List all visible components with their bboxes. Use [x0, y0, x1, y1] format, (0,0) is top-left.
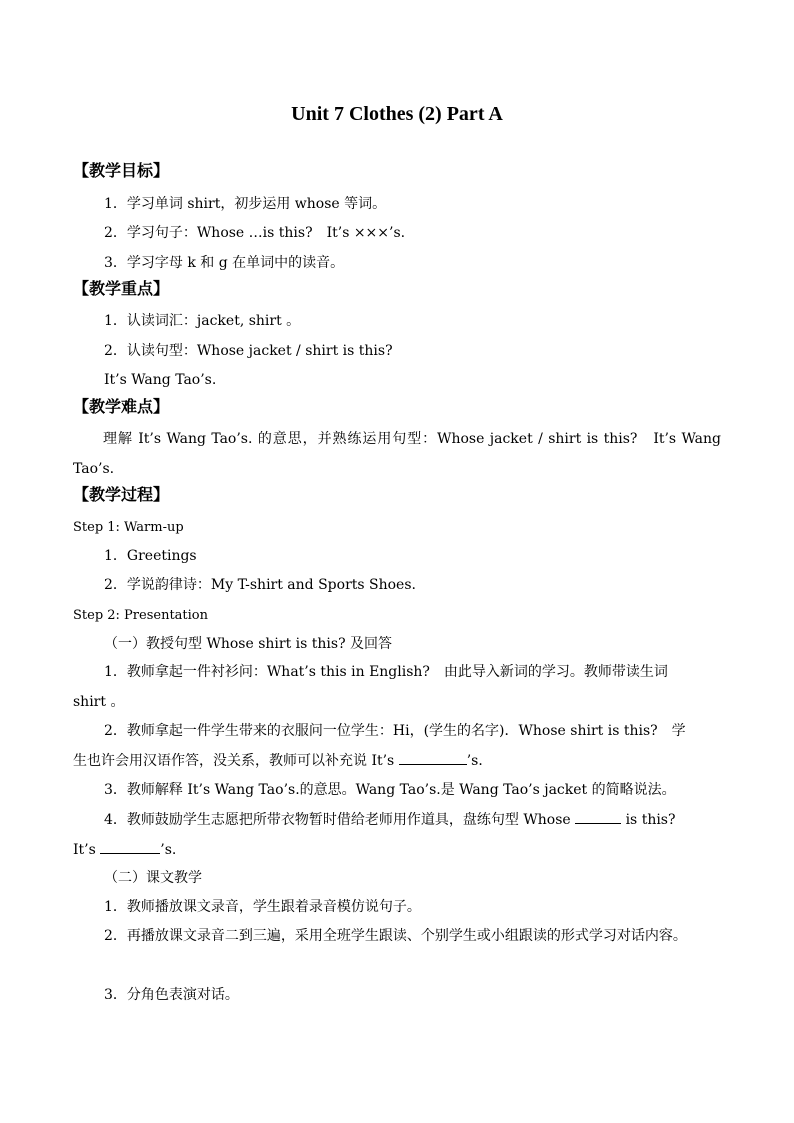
key-points-heading: 【教学重点】: [73, 279, 170, 298]
process-heading: 【教学过程】: [73, 485, 170, 504]
item4-line2-before-blank: It’s: [73, 842, 101, 858]
difficulties-heading: 【教学难点】: [73, 397, 170, 416]
item4-text-before-blank: 4．教师鼓励学生志愿把所带衣物暂时借给老师用作道具，盘练句型 Whose: [104, 812, 576, 828]
item2-text-before-blank: 生也许会用汉语作答，没关系，教师可以补充说 It’s: [73, 753, 399, 769]
part1-item2-line2: [73, 750, 492, 771]
key-point-item: 1．认读词汇：jacket, shirt 。: [104, 313, 301, 329]
part1-item3: 3．教师解释 It’s Wang Tao’s.的意思。Wang Tao’s.是 Wang Tao’s jacket 的简略说法。: [104, 782, 676, 798]
item4-line2-after-blank: ’s.: [160, 842, 177, 858]
part2-title: （二）课文教学: [104, 870, 202, 886]
fill-in-blank: [100, 839, 160, 854]
document-title: Unit 7 Clothes (2) Part A: [291, 103, 503, 125]
part1-item4-line2: [73, 839, 176, 860]
objectives-heading: 【教学目标】: [73, 161, 170, 180]
step1-item: 2．学说韵律诗：My T-shirt and Sports Shoes.: [104, 577, 416, 593]
item2-text-after-blank: ’s．: [466, 753, 493, 769]
part1-item4-line1: [104, 809, 676, 830]
item4-text-after-blank: is this?: [621, 812, 676, 828]
objective-item: 2．学习句子：Whose …is this? It’s ×××’s.: [104, 225, 406, 241]
part2-item: 2．再播放课文录音二到三遍，采用全班学生跟读、个别学生或小组跟读的形式学习对话内容。: [104, 928, 687, 944]
step1-title: Step 1: Warm-up: [73, 520, 184, 535]
step2-title: Step 2: Presentation: [73, 608, 209, 623]
step1-item: 1．Greetings: [104, 548, 197, 564]
part1-item1-line2: shirt 。: [73, 694, 125, 710]
key-point-item: It’s Wang Tao’s.: [104, 372, 217, 388]
objective-item: 1．学习单词 shirt，初步运用 whose 等词。: [104, 196, 387, 212]
key-point-item: 2．认读句型：Whose jacket / shirt is this?: [104, 343, 393, 359]
fill-in-blank: [399, 750, 467, 765]
part2-item: 1．教师播放课文录音，学生跟着录音模仿说句子。: [104, 899, 421, 915]
part1-item2-line1: 2．教师拿起一件学生带来的衣服问一位学生：Hi，(学生的名字)．Whose shirt is this? 学: [104, 723, 686, 739]
fill-in-blank: [575, 809, 621, 824]
part2-item: 3．分角色表演对话。: [104, 987, 239, 1003]
difficulties-text: 理解 It’s Wang Tao’s. 的意思，并熟练运用句型：Whose jacket / shirt is this? It’s Wang Tao’s.: [73, 431, 721, 477]
objective-item: 3．学习字母 k 和 g 在单词中的读音。: [104, 255, 345, 271]
part1-item1-line1: 1．教师拿起一件衬衫问：What’s this in English? 由此导入新词的学习。教师带读生词: [104, 664, 668, 680]
part1-title: （一）教授句型 Whose shirt is this? 及回答: [104, 636, 393, 652]
